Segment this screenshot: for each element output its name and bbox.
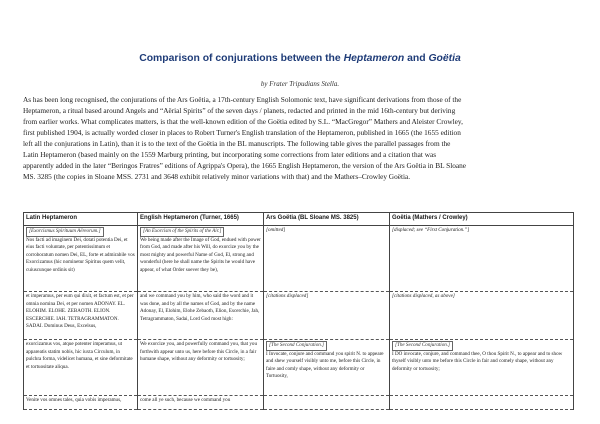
section-label: [Exorcismus Spirituum Aëreorum.] (26, 227, 104, 237)
table-row (24, 396, 574, 410)
title-heptameron: Heptameron (343, 53, 405, 64)
table-cell (390, 396, 574, 410)
table-cell (138, 340, 264, 396)
section-label: [The Second Conjuration.] (392, 341, 453, 351)
intro-line: Latin Heptameron (based mainly on the 1559 Marburg printing, but incorporating some corrections from later editions and a citation that was (23, 150, 437, 159)
page-title (0, 53, 600, 64)
intro-line: apparently added in the later “Beringos Fratres” editions of Agrippa's Opera), the 1665 English Heptameron, the version of the Ars Goëtia in BL Sloane (23, 161, 466, 170)
intro-line: As has been long recognised, the conjurations of the Ars Goëtia, a 17th-century English Solomonic text, have significant derivations from those of the (23, 95, 462, 104)
header-ars-goetia: Ars Goëtia (BL Sloane MS. 3825) (264, 213, 390, 226)
table-header-row (24, 213, 574, 226)
section-label: [An Exorcism of the Spirits of the Air.] (140, 227, 224, 237)
intro-paragraph (23, 94, 573, 182)
table-cell (264, 340, 390, 396)
header-goetia-mathers-crowley: Goëtia (Mathers / Crowley) (390, 213, 574, 226)
table-cell (264, 292, 390, 340)
intro-line: left all the conjurations in Latin), than it is to the text of the Goëtia in the BL manuscripts. The following table gives the parallel passages from the (23, 139, 451, 148)
intro-line: Heptameron, a ritual based around Angels and “Aërial Spirits” of the seven days / planets, redacted and printed in the mid 16th-century but deriving (23, 106, 456, 115)
cell-text: I Invocate, conjure and command you spirit N. to appeare and shew yourself visibly unto me, before this Circle, in faire and comly shape, without any deformity or Tortuosity, (266, 350, 384, 380)
table-cell (390, 292, 574, 340)
cell-text: I DO invocate, conjure, and command thee, O thou Spirit N., to appear and to show thyself visibly unto me before this Circle in fair and comely shape, without any deformity or tortuosity; (392, 350, 563, 372)
byline: by Frater Tripudians Stella. (260, 80, 340, 88)
cell-text: come all ye such, because we command you (140, 397, 231, 403)
title-goetia: Goëtia (428, 53, 461, 64)
table-row (24, 340, 574, 396)
cell-text: et imperamus, per eum qui dixit, et factum est, et per omnia nomina Dei, et per nomen ADONAY. EL. ELOHIM. ELOHE. ZEBAOTH. ELION. ESCERCHIE. IAH. TETRAGRAMMATON. SADAI. Dominus Deus, Excelsus, (26, 293, 134, 330)
intro-line: from earlier works. What complicates matters, is that the well-known edition of the Goëtia edited by S.L. “MacGregor” Mathers and Aleister Crowley, (23, 117, 463, 126)
cell-text: [displaced; see “First Conjuration.”] (392, 227, 470, 233)
header-english-heptameron: English Heptameron (Turner, 1665) (138, 213, 264, 226)
table-cell (264, 396, 390, 410)
table-cell (264, 226, 390, 292)
cell-text: exorcizamus vos, atque potenter imperamus, ut appareatis statim nobis, hic iuxta Circulum, in pulchra forma, videlicet humana, et sine deformitate et tortuositate aliqua. (26, 341, 133, 370)
cell-text: We being made after the Image of God, endued with power from God, and made after his Will, do exorcize you by the most mighty and powerful Name of God, El, strong and wonderful (here he shall name the Spirits he would have appear, of what Order soever they be), (140, 236, 261, 273)
comparison-table (23, 212, 574, 410)
table-cell (390, 226, 574, 292)
title-text: Comparison of conjurations between the (139, 53, 344, 64)
cell-text: and we command you by him, who said the word and it was done, and by all the names of God, and by the name Adonay, El, Elohim, Elohe Zebaoth, Elion, Escerchie, Jah, Tetragrammaton, Sadai, Lord God most high: (140, 293, 260, 322)
table-row (24, 292, 574, 340)
table-cell (24, 396, 138, 410)
table-cell (138, 396, 264, 410)
intro-line: first published 1904, is actually worded closer in places to Robert Turner's English translation of the Heptameron, published in 1665 (the 1655 edition (23, 128, 461, 137)
cell-text: We exorcize you, and powerfully command you, that you forthwith appear unto us, here before this Circle, in a fair humane shape, without any deformity or tortuosity; (140, 341, 257, 363)
table-cell (24, 292, 138, 340)
table-cell (24, 340, 138, 396)
intro-line: MS. 3285 (the copies in Sloane MSS. 2731 and 3648 exhibit relatively minor variations with that) and the Mathers–Crowley Goëtia. (23, 172, 411, 181)
cell-text: Venite vos omnes tales, quia vobis imperamus, (26, 397, 122, 403)
cell-text: [citations displaced] (266, 293, 309, 299)
table-row (24, 226, 574, 292)
section-label: [The Second Conjuration.] (266, 341, 327, 351)
table-cell (138, 226, 264, 292)
table-cell (138, 292, 264, 340)
cell-text: [omitted] (266, 227, 286, 233)
table-cell (390, 340, 574, 396)
cell-text: Nos facti ad imaginem Dei, dotati potentia Dei, et eius facti voluntate, per potentissimum et corroboratum nomen Dei, EL, forte et admirabile vos Exorcizamus (hic nominetur Spiritus quem velit, cuiuscunque ordinis sit) (26, 236, 135, 273)
title-and: and (404, 53, 429, 64)
header-latin-heptameron: Latin Heptameron (24, 213, 138, 226)
cell-text: [citations displaced, as above] (392, 293, 455, 299)
table-cell (24, 226, 138, 292)
